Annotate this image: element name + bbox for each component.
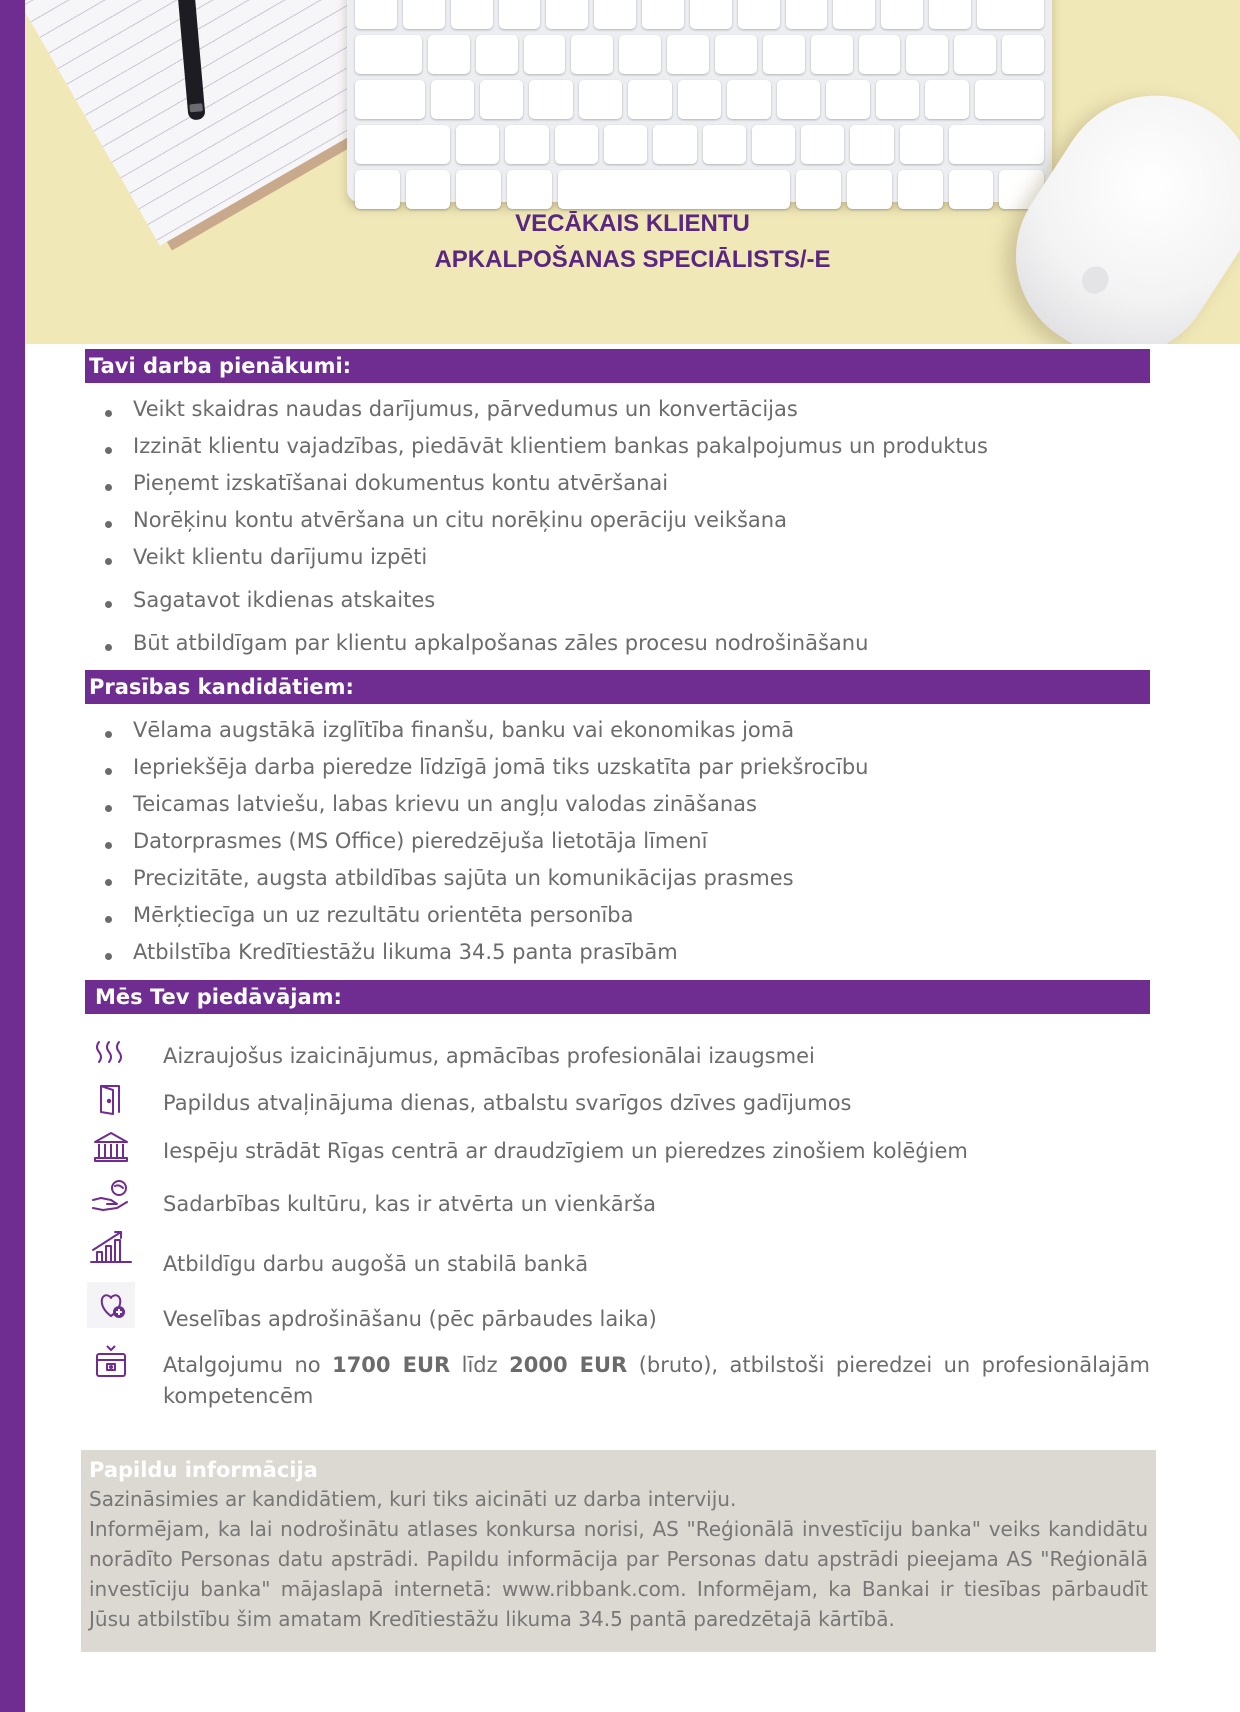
salary-to: 2000 EUR <box>509 1353 628 1377</box>
info-line-2: Informējam, ka lai nodrošinātu atlases konkursa norisi, AS "Reģionālā investīciju banka" veiks kandidātu norādīto Personas datu apstrādi. Papildu informācija par Personas datu apstrādi pieejama AS "Reģionālā investīciju banka" mājaslapā internetā: www.ribbank.com. Informējam, ka Bankai ir tiesības pārbaudīt Jūsu atbilstību šim amatam Kredītiestāžu likuma 34.5 pantā paredzētajā kārtībā. <box>89 1517 1148 1631</box>
offer-text: Veselības apdrošināšanu (pēc pārbaudes laika) <box>163 1307 657 1331</box>
offers-heading: Mēs Tev piedāvājam: <box>85 980 1150 1014</box>
salary-text <box>163 1350 1150 1412</box>
list-item: Iepriekšēja darba pieredze līdzīgā jomā tiks uzskatīta par priekšrocību <box>85 755 868 779</box>
list-item: Sagatavot ikdienas atskaites <box>85 588 435 612</box>
offer-text: Sadarbības kultūru, kas ir atvērta un vienkārša <box>163 1192 657 1216</box>
offer-text: Aizraujošus izaicinājumus, apmācības profesionālai izaugsmei <box>163 1044 815 1068</box>
handshake-icon <box>87 1174 135 1220</box>
bank-building-icon <box>87 1126 135 1172</box>
money-box-icon <box>87 1340 135 1386</box>
info-heading: Papildu informācija <box>89 1458 318 1482</box>
list-item: Vēlama augstākā izglītība finanšu, banku vai ekonomikas jomā <box>85 718 794 742</box>
list-item: Pieņemt izskatīšanai dokumentus kontu atvēršanai <box>85 471 668 495</box>
list-item: Veikt klientu darījumu izpēti <box>85 545 427 569</box>
list-item: Mērķtiecīga un uz rezultātu orientēta personība <box>85 903 633 927</box>
salary-from: 1700 EUR <box>332 1353 451 1377</box>
list-item: Atbilstība Kredītiestāžu likuma 34.5 panta prasībām <box>85 940 678 964</box>
waves-icon <box>87 1032 135 1078</box>
health-heart-icon <box>87 1282 135 1328</box>
list-item: Precizitāte, augsta atbildības sajūta un komunikācijas prasmes <box>85 866 794 890</box>
offer-text: Papildus atvaļinājuma dienas, atbalstu svarīgos dzīves gadījumos <box>163 1091 852 1115</box>
requirements-heading: Prasības kandidātiem: <box>85 670 1150 704</box>
salary-middle: līdz <box>461 1353 498 1377</box>
list-item: Būt atbildīgam par klientu apkalpošanas zāles procesu nodrošināšanu <box>85 631 868 655</box>
left-accent-bar <box>0 0 25 1712</box>
list-item: Izzināt klientu vajadzības, piedāvāt klientiem bankas pakalpojumus un produktus <box>85 434 988 458</box>
job-title <box>25 206 1240 278</box>
job-title-line-1: VECĀKAIS KLIENTU <box>515 210 750 237</box>
additional-info-box <box>81 1450 1156 1652</box>
offer-text: Iespēju strādāt Rīgas centrā ar draudzīgiem un pieredzes zinošiem kolēģiem <box>163 1139 968 1163</box>
door-icon <box>87 1078 135 1124</box>
salary-prefix: Atalgojumu no <box>163 1353 321 1377</box>
offer-text: Atbildīgu darbu augošā un stabilā bankā <box>163 1252 589 1276</box>
growth-chart-icon <box>87 1226 135 1272</box>
keyboard-illustration <box>347 0 1052 202</box>
list-item: Norēķinu kontu atvēršana un citu norēķinu operāciju veikšana <box>85 508 787 532</box>
list-item: Veikt skaidras naudas darījumus, pārvedumus un konvertācijas <box>85 397 798 421</box>
info-line-1: Sazināsimies ar kandidātiem, kuri tiks aicināti uz darba interviju. <box>89 1487 737 1511</box>
salary-suffix: (bruto), atbilstoši pieredzei un profesionālajām kompetencēm <box>163 1353 1151 1408</box>
list-item: Datorprasmes (MS Office) pieredzējuša lietotāja līmenī <box>85 829 707 853</box>
job-title-line-2: APKALPOŠANAS SPECIĀLISTS/-E <box>434 246 831 273</box>
duties-heading: Tavi darba pienākumi: <box>85 349 1150 383</box>
hero-image <box>25 0 1240 344</box>
list-item: Teicamas latviešu, labas krievu un angļu valodas zināšanas <box>85 792 757 816</box>
